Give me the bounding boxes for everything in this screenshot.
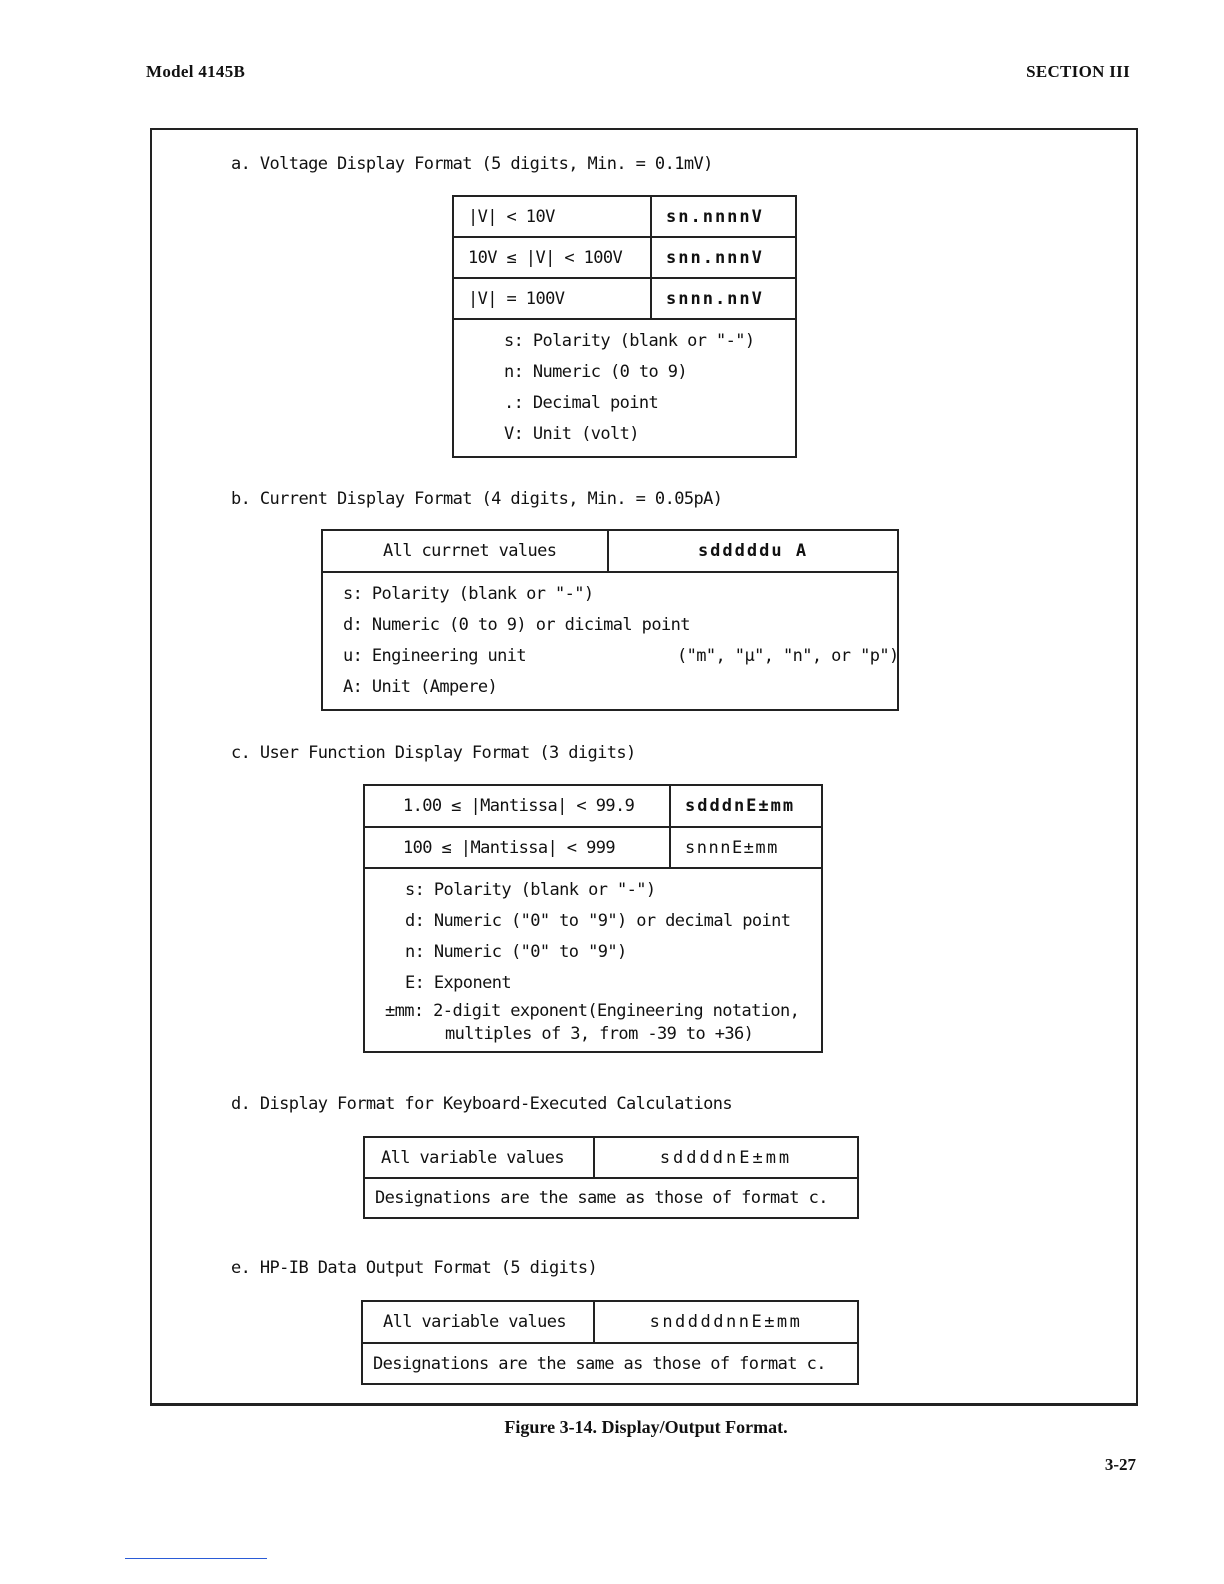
format-cell: snnnE±mm [670, 827, 822, 868]
table-row [364, 1178, 858, 1218]
legend-line: E: Exponent [405, 973, 511, 993]
legend-line: n: Numeric (0 to 9) [504, 362, 688, 382]
section-a-title: a. Voltage Display Format (5 digits, Min. = 0.1mV) [231, 154, 713, 174]
table-row [364, 1137, 858, 1178]
voltage-legend [453, 319, 796, 457]
user-function-format-table [363, 784, 823, 1053]
hpib-format-table [361, 1300, 859, 1385]
format-cell: sddddnE±mm [594, 1137, 858, 1178]
table-row [362, 1343, 858, 1384]
range-cell: All currnet values [322, 530, 608, 572]
format-cell: snn.nnnV [651, 237, 796, 278]
legend-note: ("m", "µ", "n", or "p") [677, 646, 899, 666]
format-cell: sdddddu A [608, 530, 898, 572]
section-e-title: e. HP-IB Data Output Format (5 digits) [231, 1258, 598, 1278]
range-cell: |V| = 100V [453, 278, 651, 319]
format-cell: snddddnnE±mm [594, 1301, 858, 1343]
range-cell: All variable values [362, 1301, 594, 1343]
format-cell: sn.nnnnV [651, 196, 796, 237]
range-cell: All variable values [364, 1137, 594, 1178]
legend-line: .: Decimal point [504, 393, 659, 413]
table-row [362, 1301, 858, 1343]
legend-line: A: Unit (Ampere) [343, 677, 498, 697]
legend-line: ±mm: 2-digit exponent(Engineering notation, [385, 1001, 800, 1021]
header-model: Model 4145B [146, 62, 246, 81]
legend-line: V: Unit (volt) [504, 424, 639, 444]
table-row [453, 278, 796, 319]
current-legend [322, 572, 898, 710]
user-function-legend [364, 868, 822, 1052]
legend-line: s: Polarity (blank or "-") [405, 880, 656, 900]
legend-line: multiples of 3, from -39 to +36) [445, 1024, 754, 1044]
current-format-table [321, 529, 899, 711]
table-row [322, 530, 898, 572]
calc-format-table [363, 1136, 859, 1219]
range-cell: 1.00 ≤ |Mantissa| < 99.9 [364, 785, 670, 827]
header-section: SECTION III [1026, 62, 1130, 81]
figure-caption: Figure 3-14. Display/Output Format. [504, 1417, 788, 1437]
format-cell: sdddnE±mm [670, 785, 822, 827]
table-row [453, 196, 796, 237]
footer-rule [125, 1558, 267, 1559]
legend-line [343, 641, 897, 672]
range-cell: 100 ≤ |Mantissa| < 999 [364, 827, 670, 868]
range-cell: |V| < 10V [453, 196, 651, 237]
format-cell: snnn.nnV [651, 278, 796, 319]
page-number: 3-27 [1104, 1455, 1136, 1474]
legend-line: d: Numeric (0 to 9) or dicimal point [343, 615, 690, 635]
legend-line: s: Polarity (blank or "-") [504, 331, 755, 351]
table-row [453, 237, 796, 278]
note-cell: Designations are the same as those of format c. [362, 1343, 858, 1384]
section-c-title: c. User Function Display Format (3 digits) [231, 743, 636, 763]
table-row [364, 785, 822, 827]
legend-line: s: Polarity (blank or "-") [343, 584, 594, 604]
table-row [364, 827, 822, 868]
legend-text: u: Engineering unit [343, 646, 527, 666]
voltage-format-table [452, 195, 797, 458]
legend-line: d: Numeric ("0" to "9") or decimal point [405, 911, 791, 931]
section-d-title: d. Display Format for Keyboard-Executed Calculations [231, 1094, 733, 1114]
range-cell: 10V ≤ |V| < 100V [453, 237, 651, 278]
section-b-title: b. Current Display Format (4 digits, Min. = 0.05pA) [231, 489, 723, 509]
note-cell: Designations are the same as those of format c. [364, 1178, 858, 1218]
legend-line: n: Numeric ("0" to "9") [405, 942, 627, 962]
